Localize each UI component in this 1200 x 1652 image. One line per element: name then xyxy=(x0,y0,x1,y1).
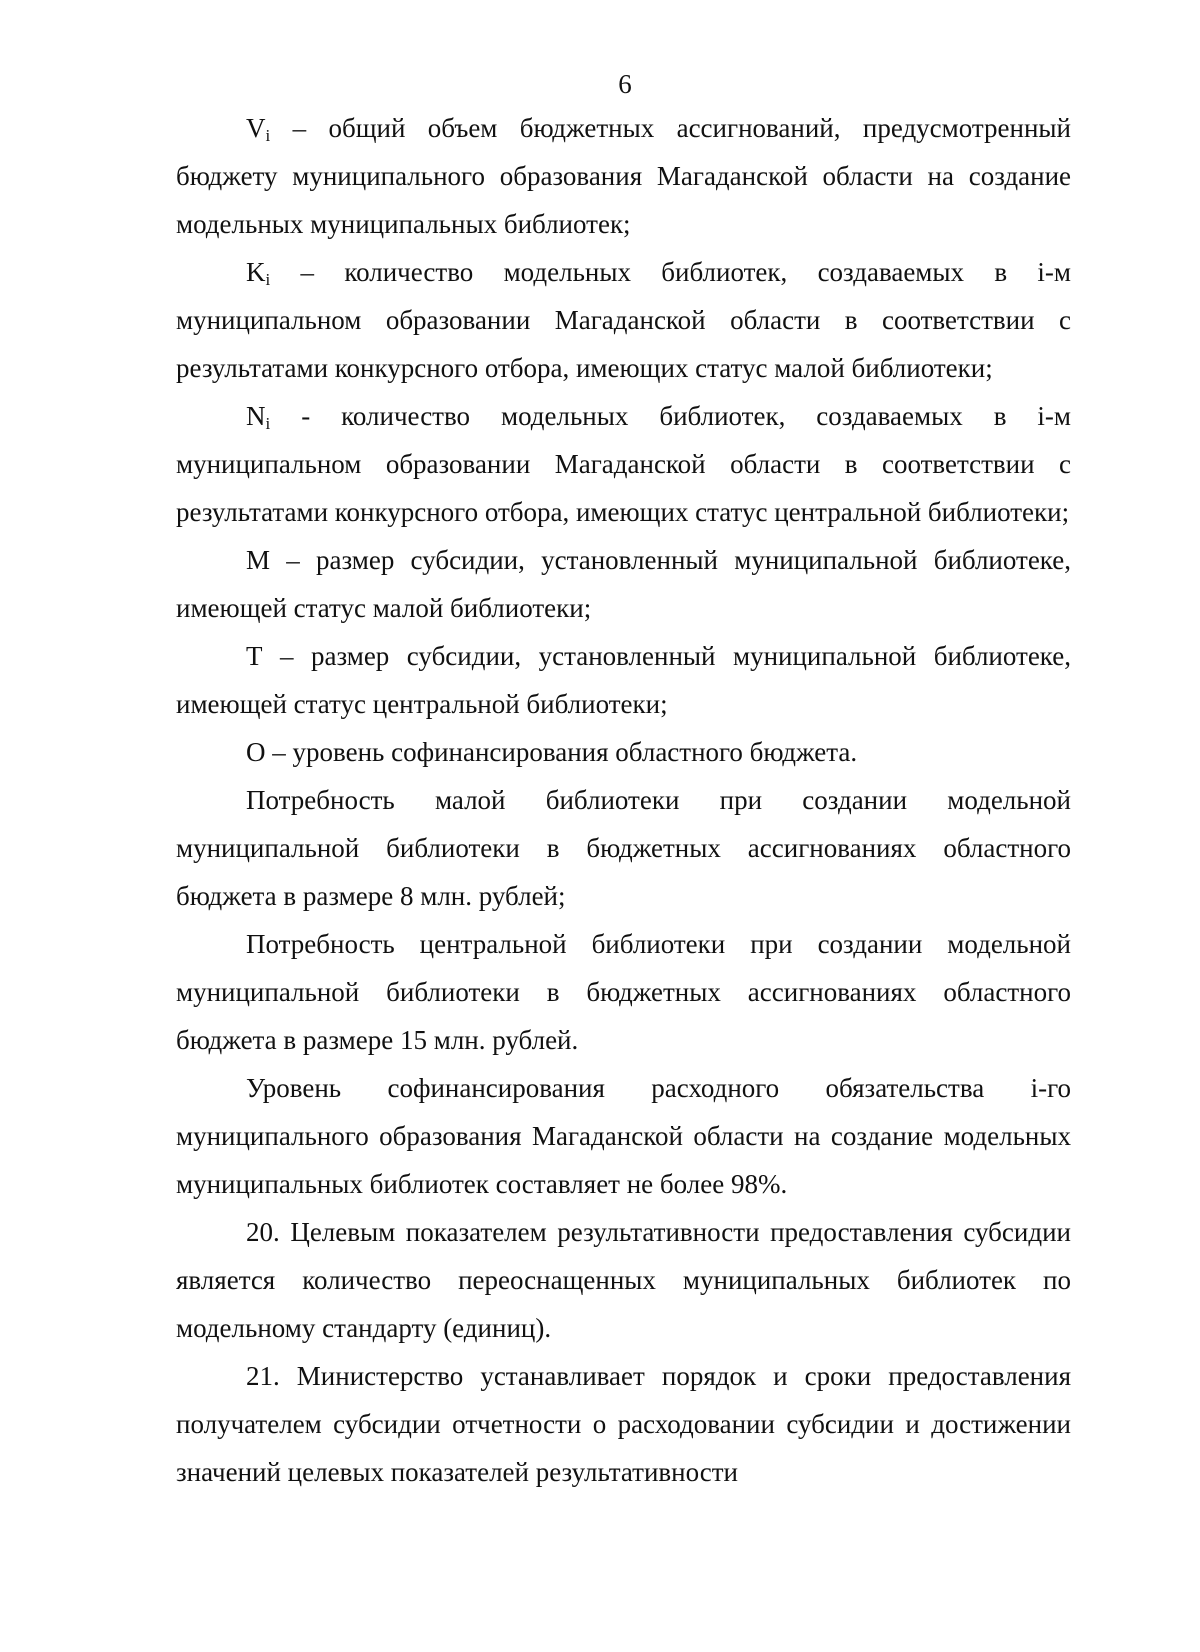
definition-m xyxy=(176,536,1071,632)
definition-text: – уровень софинансирования областного бюджета. xyxy=(265,737,858,767)
symbol-subscript: i xyxy=(265,270,271,289)
symbol: K xyxy=(246,257,266,287)
paragraph-cofinancing-level: Уровень софинансирования расходного обязательства i-го муниципального образования Магаданской области на создание модельных муниципальных библиотек составляет не более 98%. xyxy=(176,1073,1071,1199)
definition-o xyxy=(176,728,1071,776)
document-body xyxy=(176,104,1071,1496)
symbol-subscript: i xyxy=(265,414,271,433)
definition-text: – размер субсидии, установленный муниципальной библиотеке, имеющей статус центральной библиотеки; xyxy=(176,641,1071,719)
paragraph-item-21: 21. Министерство устанавливает порядок и сроки предоставления получателем субсидии отчетности о расходовании субсидии и достижении значений целевых показателей результативности xyxy=(176,1361,1071,1487)
definition-v xyxy=(176,104,1071,248)
symbol: N xyxy=(246,401,266,431)
definition-t xyxy=(176,632,1071,728)
definition-text: – количество модельных библиотек, создаваемых в i-м муниципальном образовании Магаданской области в соответствии с результатами конкурсного отбора, имеющих статус малой библиотеки; xyxy=(176,257,1071,383)
paragraph-item-20: 20. Целевым показателем результативности предоставления субсидии является количество переоснащенных муниципальных библиотек по модельному стандарту (единиц). xyxy=(176,1217,1071,1343)
paragraph-small-library-need: Потребность малой библиотеки при создании модельной муниципальной библиотеки в бюджетных ассигнованиях областного бюджета в размере 8 млн. рублей; xyxy=(176,785,1071,911)
definition-text: - количество модельных библиотек, создаваемых в i-м муниципальном образовании Магаданской области в соответствии с результатами конкурсного отбора, имеющих статус центральной библиотеки; xyxy=(176,401,1071,527)
symbol-subscript: i xyxy=(265,126,271,145)
symbol: Т xyxy=(246,641,263,671)
definition-text: – общий объем бюджетных ассигнований, предусмотренный бюджету муниципального образования Магаданской области на создание модельных муниципальных библиотек; xyxy=(176,113,1071,239)
symbol: V xyxy=(246,113,266,143)
symbol: М xyxy=(246,545,271,575)
paragraph-central-library-need: Потребность центральной библиотеки при создании модельной муниципальной библиотеки в бюджетных ассигнованиях областного бюджета в размере 15 млн. рублей. xyxy=(176,929,1071,1055)
definition-text: – размер субсидии, установленный муниципальной библиотеке, имеющей статус малой библиотеки; xyxy=(176,545,1071,623)
symbol: О xyxy=(246,737,266,767)
definition-n xyxy=(176,392,1071,536)
page-number: 6 xyxy=(618,69,632,99)
definition-k xyxy=(176,248,1071,392)
